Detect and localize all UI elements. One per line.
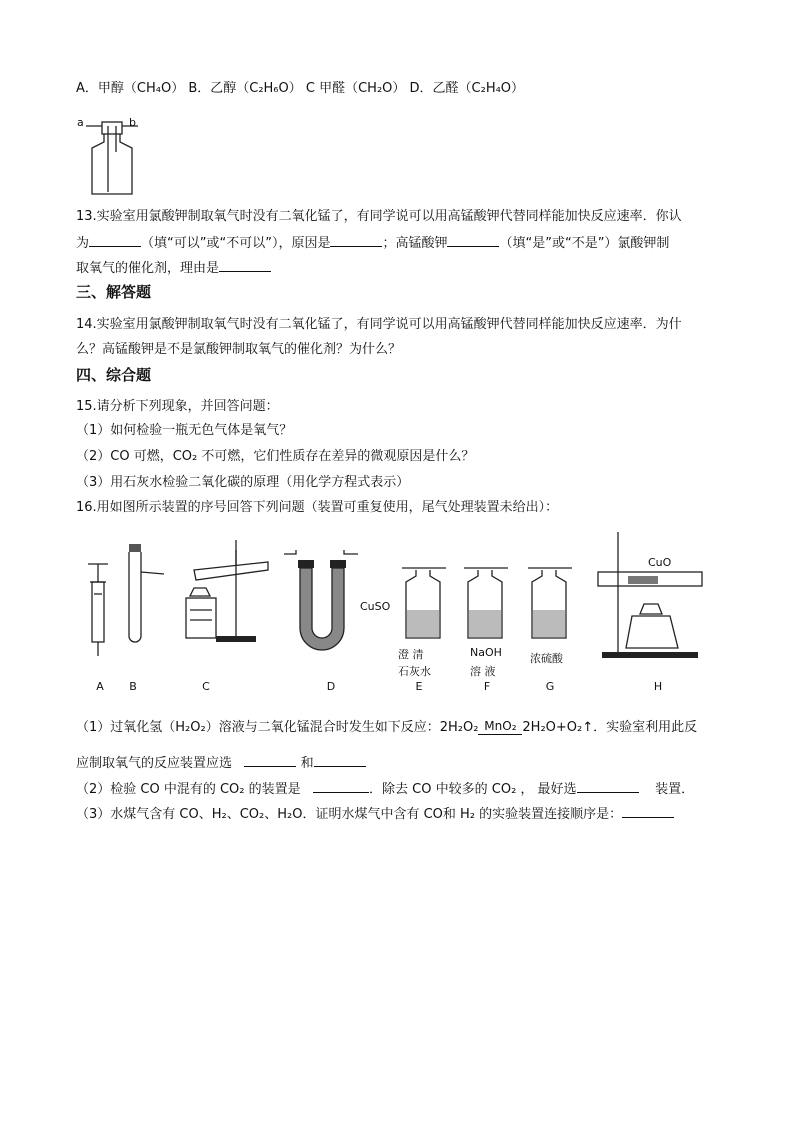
apparatus-c-heating (176, 540, 266, 650)
q14-line2: 么？高锰酸钾是不是氯酸钾制取氧气的催化剂？为什么？ (76, 342, 402, 357)
f-label-line1: NaOH (470, 646, 502, 659)
q16-blank2[interactable] (314, 752, 366, 767)
section-title-4: 四、综合题 (76, 366, 152, 384)
q16-blank5[interactable] (622, 803, 674, 818)
q14-line1: 14.实验室用氯酸钾制取氧气时没有二氧化锰了，有同学说可以用高锰酸钾代替同样能加快反应速率．为什 (76, 317, 682, 332)
q15-sub1: （1）如何检验一瓶无色气体是氧气？ (76, 423, 293, 438)
g-label: 浓硫酸 (530, 652, 563, 665)
q13-blank1[interactable] (89, 232, 141, 247)
q16-blank3[interactable] (313, 778, 369, 793)
q15-sub3: （3）用石灰水检验二氧化碳的原理（用化学方程式表示） (76, 475, 410, 490)
q13-line2: 为 （填“可以”或“不可以”），原因是 ；高锰酸钾 （填“是”或“不是”）氯酸钾制 (76, 232, 669, 254)
f-label-line2: 溶 液 (470, 665, 496, 678)
q16-sub3: （3）水煤气含有 CO、H₂、CO₂、H₂O．证明水煤气中含有 CO和 H₂ 的实验装置连接顺序是： (76, 803, 674, 825)
q13-line3: 取氧气的催化剂，理由是 (76, 257, 271, 279)
q13-blank4[interactable] (219, 257, 271, 272)
q16-sub1-line2: 应制取氧气的反应装置应选 和 (76, 752, 366, 774)
cuso-label: CuSO (360, 600, 391, 613)
apparatus-letter-h: H (653, 680, 663, 693)
q16-blank4[interactable] (577, 778, 639, 793)
apparatus-h-combustion (598, 532, 708, 662)
apparatus-letter-g: G (545, 680, 555, 693)
q13-blank2[interactable] (330, 232, 382, 247)
apparatus-letter-f: F (483, 680, 491, 693)
bottle-label-a: a (77, 116, 84, 129)
q16-sub1-line1: （1）过氧化氢（H₂O₂）溶液与二氧化锰混合时发生如下反应：2H₂O₂ MnO₂ 2H₂O+O₂↑．实验室利用此反 (76, 719, 698, 735)
q15-intro: 15.请分析下列现象，并回答问题： (76, 399, 279, 414)
apparatus-d-u-tube (282, 548, 372, 658)
q16-sub2: （2）检验 CO 中混有的 CO₂ 的装置是 ．除去 CO 中较多的 CO₂ ， 最好选 装置． (76, 778, 694, 800)
q13-line1: 13.实验室用氯酸钾制取氧气时没有二氧化锰了，有同学说可以用高锰酸钾代替同样能加快反应速率．你认 (76, 209, 682, 224)
q12-options: A．甲醇（CH₄O） B．乙醇（C₂H₆O） C 甲醛（CH₂O） D．乙醛（C₂H₄O） (76, 81, 525, 96)
apparatus-f-bottle (462, 562, 512, 642)
catalyst-arrow: MnO₂ (478, 718, 522, 735)
q13-blank3[interactable] (447, 232, 499, 247)
q16-intro: 16.用如图所示装置的序号回答下列问题（装置可重复使用，尾气处理装置未给出）： (76, 500, 559, 515)
e-label-line1: 澄 清 (398, 648, 424, 661)
bottle-label-b: b (129, 116, 136, 129)
apparatus-b-tube (124, 544, 174, 664)
cuo-label: CuO (648, 556, 672, 569)
gas-bottle-diagram (84, 116, 144, 196)
apparatus-letter-c: C (202, 680, 210, 693)
q16-blank1[interactable] (244, 752, 296, 767)
apparatus-g-bottle (526, 562, 576, 642)
q15-sub2: （2）CO 可燃，CO₂ 不可燃，它们性质存在差异的微观原因是什么？ (76, 449, 475, 464)
section-title-3: 三、解答题 (76, 283, 152, 301)
apparatus-letter-a: A (96, 680, 104, 693)
apparatus-a-syringe (86, 560, 116, 670)
e-label-line2: 石灰水 (398, 665, 431, 678)
apparatus-e-bottle (400, 562, 450, 642)
apparatus-letter-d: D (326, 680, 336, 693)
apparatus-letter-b: B (129, 680, 137, 693)
apparatus-letter-e: E (415, 680, 423, 693)
